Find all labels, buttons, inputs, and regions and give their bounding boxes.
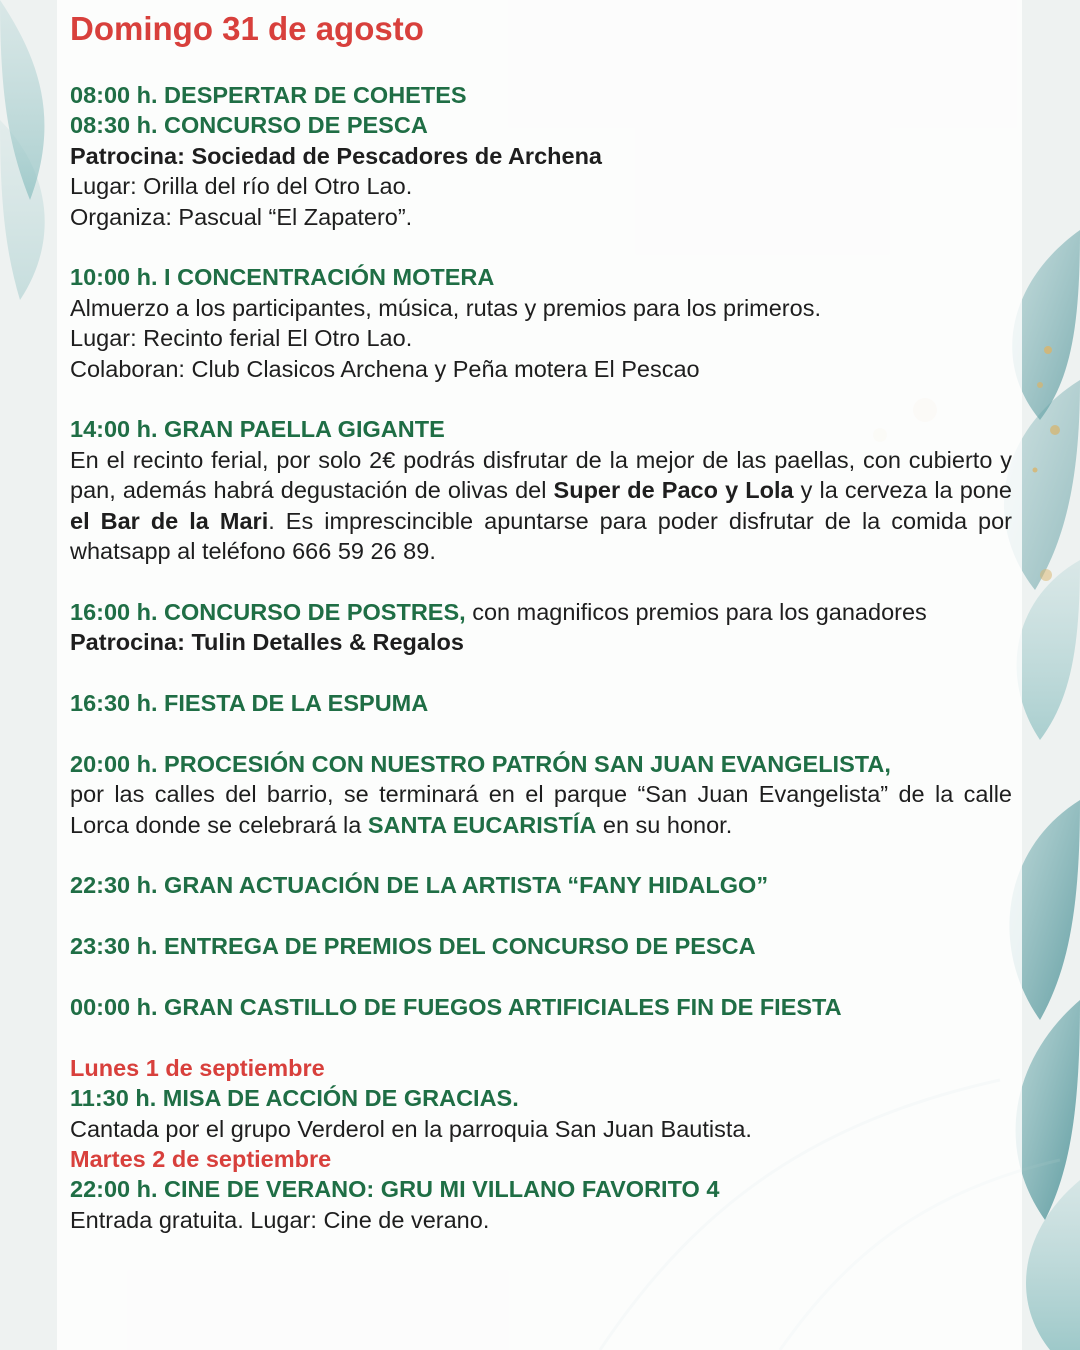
- day-heading-sunday: Domingo 31 de agosto: [70, 10, 424, 47]
- event-collaborators: Colaboran: Club Clasicos Archena y Peña motera El Pescao: [70, 355, 700, 382]
- text-fragment: . Es imprescincible apuntarse para poder disfrutar de la comida por whatsapp al teléfono 666 59 26 89.: [70, 507, 1013, 565]
- event-description: Cantada por el grupo Verderol en la parroquia San Juan Bautista.: [70, 1115, 752, 1142]
- event-title: 08:30 h. CONCURSO DE PESCA: [70, 112, 428, 139]
- event-title: 22:00 h. CINE DE VERANO: GRU MI VILLANO FAVORITO 4: [70, 1176, 720, 1203]
- event-title: 22:30 h. GRAN ACTUACIÓN DE LA ARTISTA “FANY HIDALGO”: [70, 872, 769, 899]
- event-title: 10:00 h. I CONCENTRACIÓN MOTERA: [70, 264, 495, 291]
- event-title: 08:00 h. DESPERTAR DE COHETES: [70, 82, 467, 108]
- event-title: 20:00 h. PROCESIÓN CON NUESTRO PATRÓN SAN JUAN EVANGELISTA,: [70, 750, 891, 777]
- event-title: 16:00 h. CONCURSO DE POSTRES,: [70, 598, 466, 625]
- sponsor-highlight: Super de Paco y Lola: [553, 477, 794, 504]
- event-title: 16:30 h. FIESTA DE LA ESPUMA: [70, 690, 429, 717]
- schedule-content: [70, 8, 1012, 1235]
- event-description: con magnificos premios para los ganadores: [465, 598, 927, 625]
- event-highlight: SANTA EUCARISTÍA: [367, 811, 597, 838]
- event-block: [70, 597, 1012, 627]
- event-title: 11:30 h. MISA DE ACCIÓN DE GRACIAS.: [70, 1085, 519, 1112]
- event-description: [70, 445, 1012, 567]
- event-description: [70, 779, 1012, 840]
- event-organizer: Organiza: Pascual “El Zapatero”.: [70, 203, 413, 230]
- day-heading-tuesday: Martes 2 de septiembre: [70, 1146, 332, 1173]
- event-place: Lugar: Recinto ferial El Otro Lao.: [70, 325, 413, 352]
- text-fragment: en su honor.: [596, 811, 733, 838]
- text-fragment: y la cerveza la pone: [793, 477, 1013, 504]
- event-description: Almuerzo a los participantes, música, rutas y premios para los primeros.: [70, 294, 821, 321]
- event-place: Lugar: Orilla del río del Otro Lao.: [70, 173, 413, 200]
- day-heading-monday: Lunes 1 de septiembre: [70, 1054, 325, 1081]
- event-description: Entrada gratuita. Lugar: Cine de verano.: [70, 1206, 490, 1233]
- text-fragment: En el recinto ferial, por solo 2€ podrás disfrutar de la mejor de las paellas, con cubierto y pan, además habrá degustación de olivas del: [70, 446, 1012, 504]
- event-title: 14:00 h. GRAN PAELLA GIGANTE: [70, 416, 445, 443]
- event-sponsor: Patrocina: Tulin Detalles & Regalos: [70, 629, 464, 656]
- event-title: 00:00 h. GRAN CASTILLO DE FUEGOS ARTIFICIALES FIN DE FIESTA: [70, 994, 842, 1021]
- event-title: 23:30 h. ENTREGA DE PREMIOS DEL CONCURSO DE PESCA: [70, 933, 756, 960]
- event-sponsor: Patrocina: Sociedad de Pescadores de Archena: [70, 142, 602, 169]
- text-fragment: por las calles del barrio, se terminará en el parque “San Juan Evangelista” de la calle Lorca donde se celebrará la: [70, 781, 1012, 838]
- sponsor-highlight: el Bar de la Mari: [70, 507, 269, 534]
